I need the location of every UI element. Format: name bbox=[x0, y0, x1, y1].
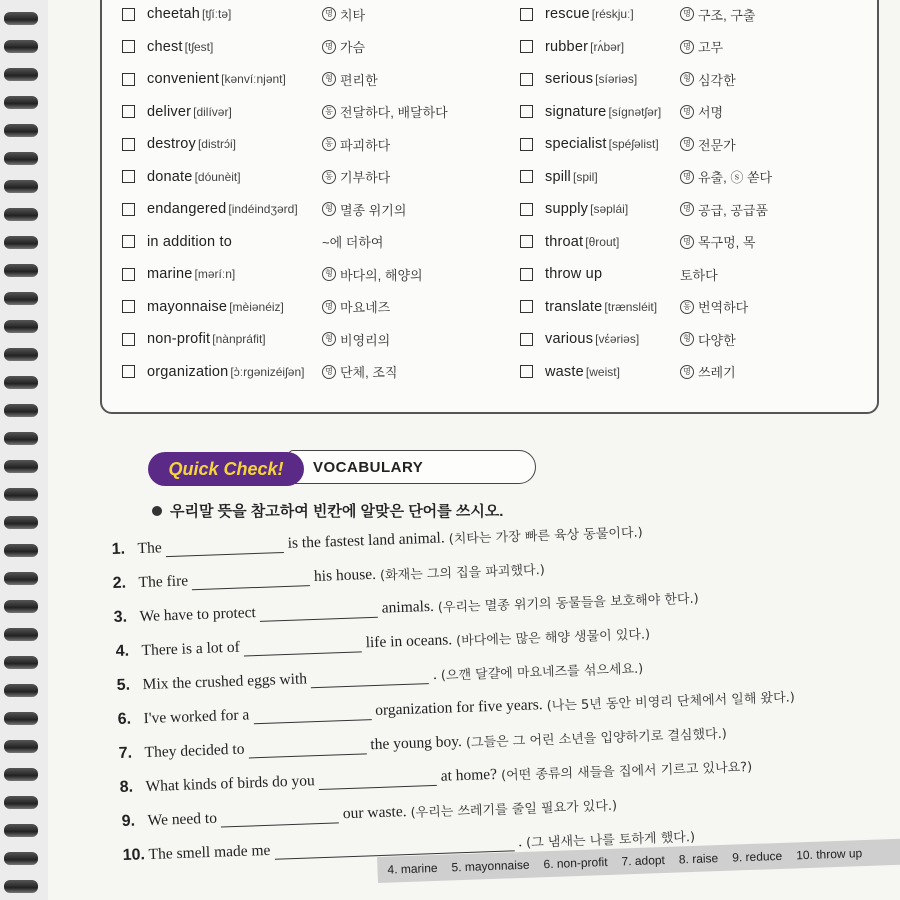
question-text-after: animals. bbox=[381, 597, 435, 617]
pronunciation: [weist] bbox=[585, 364, 620, 379]
vocab-meaning bbox=[680, 230, 755, 254]
checkbox[interactable] bbox=[520, 8, 533, 21]
meaning-text: 가슴 bbox=[340, 40, 366, 55]
vocab-meaning bbox=[322, 262, 423, 286]
pronunciation: [réskjuː] bbox=[591, 7, 634, 21]
vocab-meaning bbox=[322, 132, 390, 156]
meaning-text: 마요네즈 bbox=[340, 300, 391, 315]
checkbox[interactable] bbox=[122, 8, 135, 21]
meaning-text: 비영리의 bbox=[340, 332, 391, 348]
part-of-speech-badge: 명 bbox=[322, 365, 336, 379]
question-item bbox=[113, 559, 546, 593]
part-of-speech-badge: 명 bbox=[680, 202, 694, 216]
korean-hint: (화재는 그의 집을 파괴했다.) bbox=[379, 562, 546, 584]
vocab-entry bbox=[122, 327, 266, 351]
korean-hint: (그 냄새는 나를 토하게 했다.) bbox=[525, 830, 696, 851]
vocab-meaning bbox=[680, 67, 736, 91]
korean-hint: (그들은 그 어린 소년을 입양하기로 결심했다.) bbox=[465, 726, 728, 751]
question-number: 4. bbox=[114, 642, 129, 661]
question-item bbox=[119, 723, 728, 763]
pronunciation: [mèiənéiz] bbox=[229, 299, 284, 314]
question-text-before: There is a lot of bbox=[140, 638, 240, 660]
part-of-speech-badge: 명 bbox=[322, 300, 336, 314]
question-text-after: at home? bbox=[440, 765, 498, 785]
meaning-text: 멸종 위기의 bbox=[340, 202, 407, 218]
pronunciation: [indéindʒərd] bbox=[228, 202, 298, 216]
question-text-after: life in oceans. bbox=[364, 631, 453, 652]
question-text-before: I've worked for a bbox=[143, 706, 250, 728]
vocab-meaning bbox=[680, 35, 723, 59]
meaning-text: 치타 bbox=[340, 7, 366, 23]
vocab-word: in addition to bbox=[147, 233, 233, 250]
vocab-entry bbox=[122, 262, 235, 286]
part-of-speech-badge: 명 bbox=[680, 40, 694, 54]
checkbox[interactable] bbox=[122, 105, 135, 118]
vocab-entry bbox=[520, 360, 620, 384]
question-text-before: What kinds of birds do you bbox=[145, 772, 316, 796]
checkbox[interactable] bbox=[122, 365, 135, 378]
answer-blank[interactable] bbox=[220, 808, 338, 827]
vocab-word: throat bbox=[545, 233, 584, 250]
checkbox[interactable] bbox=[520, 73, 533, 86]
answer-blank[interactable] bbox=[253, 705, 371, 724]
part-of-speech-badge: 형 bbox=[680, 332, 694, 346]
vocab-entry bbox=[122, 295, 284, 319]
vocabulary-tag: VOCABULARY bbox=[288, 450, 536, 484]
checkbox[interactable] bbox=[122, 333, 135, 346]
part-of-speech-badge: 명 bbox=[680, 137, 694, 151]
answer-key-item: 4. marine bbox=[387, 860, 438, 877]
question-text-before: We have to protect bbox=[139, 604, 257, 626]
vocab-entry bbox=[520, 262, 602, 286]
checkbox[interactable] bbox=[520, 300, 533, 313]
pronunciation: [síəriəs] bbox=[595, 72, 638, 86]
part-of-speech-badge: 명 bbox=[680, 170, 694, 184]
meaning-text: 고무 bbox=[698, 40, 724, 55]
vocab-meaning bbox=[680, 262, 718, 286]
vocab-word: cheetah bbox=[147, 6, 200, 22]
checkbox[interactable] bbox=[520, 333, 533, 346]
vocab-meaning bbox=[322, 197, 406, 221]
part-of-speech-badge: 동 bbox=[322, 105, 336, 119]
vocab-entry bbox=[122, 360, 304, 384]
question-number: 3. bbox=[113, 608, 128, 627]
meaning-text: ~에 더하여 bbox=[322, 235, 384, 250]
question-text-after: . bbox=[432, 665, 437, 683]
question-item bbox=[121, 795, 617, 831]
vocab-meaning bbox=[680, 327, 736, 351]
question-number: 10. bbox=[122, 846, 145, 865]
answer-blank[interactable] bbox=[248, 739, 366, 758]
instruction bbox=[152, 500, 503, 521]
question-number: 1. bbox=[111, 540, 126, 559]
vocab-word: donate bbox=[147, 168, 193, 185]
pronunciation: [tʃest] bbox=[184, 39, 214, 54]
vocab-word: various bbox=[545, 331, 594, 347]
meaning-text: 바다의, 해양의 bbox=[340, 267, 423, 283]
vocab-meaning bbox=[680, 100, 723, 124]
korean-hint: (어떤 종류의 새들을 집에서 기르고 있나요?) bbox=[501, 759, 753, 784]
vocab-entry bbox=[122, 35, 213, 59]
question-text-before: We need to bbox=[146, 809, 217, 830]
question-text-after: organization for five years. bbox=[374, 696, 543, 720]
question-item bbox=[114, 588, 700, 627]
vocab-entry bbox=[122, 132, 236, 156]
vocab-word: chest bbox=[147, 38, 183, 55]
answer-blank[interactable] bbox=[260, 603, 378, 622]
question-text-before: Mix the crushed eggs with bbox=[142, 670, 308, 694]
question-text-after: his house. bbox=[313, 565, 377, 585]
vocab-word: signature bbox=[545, 103, 607, 120]
answer-key-item: 10. throw up bbox=[795, 846, 863, 863]
workbook-page bbox=[48, 0, 900, 900]
vocab-meaning bbox=[322, 360, 397, 384]
meaning-text: 토하다 bbox=[680, 267, 718, 283]
vocab-word: rescue bbox=[545, 6, 590, 22]
answer-blank[interactable] bbox=[319, 771, 437, 790]
meaning-text: 파괴하다 bbox=[340, 137, 391, 153]
bullet-icon bbox=[152, 506, 162, 516]
vocab-entry bbox=[122, 67, 286, 91]
pronunciation: [sígnətʃər] bbox=[608, 104, 662, 119]
vocab-entry bbox=[520, 132, 659, 156]
vocab-word: mayonnaise bbox=[147, 298, 228, 315]
vocab-word: deliver bbox=[147, 103, 192, 120]
meaning-text: 전달하다, 배달하다 bbox=[340, 105, 448, 120]
checkbox[interactable] bbox=[122, 203, 135, 216]
vocab-entry bbox=[122, 197, 298, 221]
meaning-text: 공급, 공급품 bbox=[698, 202, 769, 218]
question-text-after: is the fastest land animal. bbox=[287, 529, 445, 552]
korean-hint: (우리는 쓰레기를 줄일 필요가 있다.) bbox=[409, 798, 617, 821]
question-item bbox=[117, 686, 795, 729]
checkbox[interactable] bbox=[122, 40, 135, 53]
question-item bbox=[120, 756, 753, 797]
question-item bbox=[116, 658, 643, 695]
vocab-meaning bbox=[680, 360, 736, 384]
instruction-text: 우리말 뜻을 참고하여 빈칸에 알맞은 단어를 쓰시오. bbox=[170, 503, 504, 520]
question-text-before: The fire bbox=[138, 572, 189, 592]
vocab-word: waste bbox=[545, 363, 584, 380]
vocab-entry bbox=[122, 165, 241, 189]
meaning-text: 다양한 bbox=[698, 332, 736, 348]
vocab-entry bbox=[122, 230, 232, 254]
meaning-text: 번역하다 bbox=[698, 300, 749, 315]
pronunciation: [vέəriəs] bbox=[595, 332, 640, 346]
pronunciation: [nànpráfit] bbox=[212, 332, 266, 346]
question-number: 8. bbox=[119, 778, 134, 797]
part-of-speech-badge: 명 bbox=[680, 7, 694, 21]
checkbox[interactable] bbox=[520, 105, 533, 118]
quick-check-badge: Quick Check! bbox=[148, 452, 304, 486]
vocab-word: endangered bbox=[147, 201, 227, 217]
meaning-text: 편리한 bbox=[340, 72, 378, 88]
pronunciation: [trænsléit] bbox=[604, 299, 658, 314]
answer-blank[interactable] bbox=[166, 538, 284, 557]
question-item bbox=[115, 623, 650, 661]
korean-hint: (우리는 멸종 위기의 동물들을 보호해야 한다.) bbox=[438, 591, 700, 616]
meaning-text: 단체, 조직 bbox=[340, 365, 398, 380]
vocab-word: destroy bbox=[147, 136, 196, 152]
pronunciation: [spéʃəlist] bbox=[608, 137, 659, 151]
vocab-entry bbox=[122, 100, 232, 124]
vocab-meaning bbox=[322, 230, 383, 254]
vocab-meaning bbox=[322, 2, 365, 26]
question-text-before: The bbox=[137, 539, 163, 558]
checkbox[interactable] bbox=[122, 300, 135, 313]
pronunciation: [dilívər] bbox=[193, 104, 232, 119]
part-of-speech-badge: 형 bbox=[680, 72, 694, 86]
vocab-word: non-profit bbox=[147, 331, 211, 347]
vocab-meaning bbox=[322, 100, 448, 124]
question-text-after: . bbox=[517, 833, 523, 851]
vocab-entry bbox=[520, 100, 661, 124]
question-number: 5. bbox=[116, 676, 131, 695]
vocab-meaning bbox=[680, 197, 768, 221]
vocab-word: convenient bbox=[147, 71, 220, 87]
vocab-word: marine bbox=[147, 266, 193, 282]
part-of-speech-badge: 명 bbox=[680, 235, 694, 249]
korean-hint: (나는 5년 동안 비영리 단체에서 일해 왔다.) bbox=[546, 690, 796, 715]
part-of-speech-badge: 명 bbox=[322, 40, 336, 54]
part-of-speech-badge: 명 bbox=[322, 7, 336, 21]
pronunciation: [tʃíːtə] bbox=[202, 7, 232, 21]
vocab-entry bbox=[520, 165, 598, 189]
vocab-meaning bbox=[680, 132, 736, 156]
meaning-text: 구조, 구출 bbox=[698, 7, 756, 23]
vocab-meaning bbox=[322, 165, 390, 189]
question-text-before: The smell made me bbox=[148, 841, 271, 864]
vocab-word: translate bbox=[545, 298, 603, 315]
checkbox[interactable] bbox=[520, 268, 533, 281]
vocab-entry bbox=[520, 67, 637, 91]
checkbox[interactable] bbox=[122, 235, 135, 248]
vocab-word: rubber bbox=[545, 38, 589, 55]
spiral-binding bbox=[0, 0, 48, 900]
answer-key-item: 7. adopt bbox=[621, 852, 666, 869]
checkbox[interactable] bbox=[122, 170, 135, 183]
checkbox[interactable] bbox=[520, 203, 533, 216]
question-item bbox=[111, 521, 643, 559]
part-of-speech-badge: 형 bbox=[322, 332, 336, 346]
meaning-text: 심각한 bbox=[698, 72, 736, 88]
meaning-text: 유출, ⓢ 쏟다 bbox=[698, 170, 773, 185]
part-of-speech-badge: 동 bbox=[322, 170, 336, 184]
question-text-after: the young boy. bbox=[370, 733, 463, 754]
meaning-text: 기부하다 bbox=[340, 170, 391, 185]
checkbox[interactable] bbox=[122, 138, 135, 151]
vocab-meaning bbox=[322, 327, 390, 351]
checkbox[interactable] bbox=[122, 268, 135, 281]
meaning-text: 목구멍, 목 bbox=[698, 235, 756, 250]
question-number: 9. bbox=[120, 812, 135, 831]
vocab-entry bbox=[520, 197, 628, 221]
pronunciation: [θrout] bbox=[585, 234, 620, 249]
vocab-meaning bbox=[680, 2, 755, 26]
vocabulary-box bbox=[100, 0, 879, 414]
answer-key-item: 5. mayonnaise bbox=[451, 857, 530, 875]
answer-blank[interactable] bbox=[192, 571, 310, 590]
answer-blank[interactable] bbox=[311, 669, 429, 688]
pronunciation: [spil] bbox=[572, 169, 598, 184]
question-number: 7. bbox=[118, 744, 133, 763]
meaning-text: 서명 bbox=[698, 105, 724, 120]
vocab-word: serious bbox=[545, 71, 594, 87]
pronunciation: [ɔ̀ːrgənizéiʃən] bbox=[230, 364, 305, 379]
part-of-speech-badge: 형 bbox=[322, 72, 336, 86]
part-of-speech-badge: 동 bbox=[680, 300, 694, 314]
vocab-meaning bbox=[322, 35, 365, 59]
question-number: 2. bbox=[112, 574, 127, 593]
vocab-entry bbox=[520, 35, 624, 59]
korean-hint: (으깬 달걀에 마요네즈를 섞으세요.) bbox=[440, 661, 644, 684]
vocab-meaning bbox=[322, 67, 378, 91]
answer-key-item: 6. non-profit bbox=[543, 854, 608, 872]
vocab-entry bbox=[520, 2, 634, 26]
meaning-text: 쓰레기 bbox=[698, 365, 736, 380]
part-of-speech-badge: 동 bbox=[322, 137, 336, 151]
checkbox[interactable] bbox=[520, 138, 533, 151]
vocab-entry bbox=[520, 295, 657, 319]
checkbox[interactable] bbox=[520, 40, 533, 53]
question-text-after: our waste. bbox=[342, 803, 407, 823]
vocab-word: throw up bbox=[545, 266, 603, 282]
vocab-word: spill bbox=[545, 168, 571, 185]
vocab-word: supply bbox=[545, 201, 589, 217]
pronunciation: [distrɔ́i] bbox=[197, 137, 236, 151]
pronunciation: [dóunèit] bbox=[194, 169, 241, 184]
vocab-meaning bbox=[322, 295, 390, 319]
vocab-entry bbox=[122, 2, 231, 26]
answer-blank[interactable] bbox=[243, 637, 361, 656]
checkbox[interactable] bbox=[122, 73, 135, 86]
question-number: 6. bbox=[117, 710, 132, 729]
vocab-word: specialist bbox=[545, 136, 607, 152]
korean-hint: (바다에는 많은 해양 생물이 있다.) bbox=[455, 627, 650, 650]
vocab-meaning bbox=[680, 165, 772, 189]
checkbox[interactable] bbox=[520, 235, 533, 248]
answer-key-item: 9. reduce bbox=[731, 848, 783, 865]
vocab-entry bbox=[520, 230, 619, 254]
answer-key-item: 8. raise bbox=[678, 851, 719, 867]
pronunciation: [səplái] bbox=[590, 202, 629, 216]
vocab-meaning bbox=[680, 295, 748, 319]
meaning-text: 전문가 bbox=[698, 137, 736, 153]
part-of-speech-badge: 명 bbox=[680, 105, 694, 119]
pronunciation: [kənvíːnjənt] bbox=[221, 72, 286, 86]
part-of-speech-badge: 형 bbox=[322, 202, 336, 216]
pronunciation: [məríːn] bbox=[194, 267, 236, 281]
checkbox[interactable] bbox=[520, 365, 533, 378]
part-of-speech-badge: 형 bbox=[322, 267, 336, 281]
part-of-speech-badge: 명 bbox=[680, 365, 694, 379]
vocab-entry bbox=[520, 327, 639, 351]
checkbox[interactable] bbox=[520, 170, 533, 183]
question-text-before: They decided to bbox=[144, 740, 245, 762]
vocab-word: organization bbox=[147, 363, 229, 380]
korean-hint: (치타는 가장 빠른 육상 동물이다.) bbox=[448, 525, 643, 548]
pronunciation: [rʌ́bər] bbox=[590, 39, 625, 54]
